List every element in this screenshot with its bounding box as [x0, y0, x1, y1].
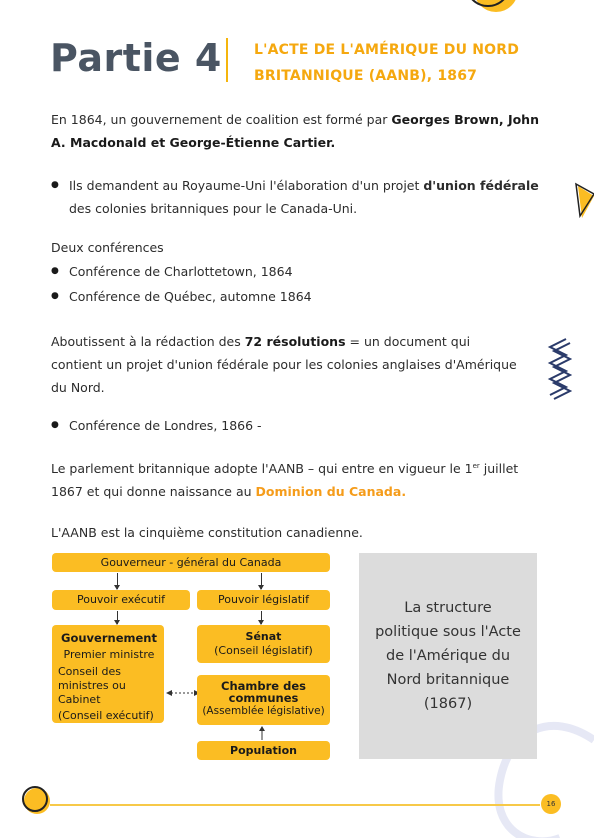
resolutions-text-end: = un document qui contient un projet d'union fédérale pour les colonies anglaises d'Amérique du Nord. [51, 334, 517, 395]
subtitle-line-2: BRITANNIQUE (AANB), 1867 [254, 68, 478, 84]
intro-text: En 1864, un gouvernement de coalition est formé par [51, 112, 392, 127]
prime-minister-label: Premier ministre [63, 648, 155, 661]
legislative-label: Pouvoir législatif [218, 593, 309, 606]
executive-label: Pouvoir exécutif [76, 593, 166, 606]
bullet-text: Ils demandent au Royaume-Uni l'élaboration d'un projet [69, 178, 424, 193]
senate-subtitle: (Conseil législatif) [214, 644, 313, 657]
page-number: 16 [541, 794, 561, 814]
subtitle-line-1: L'ACTE DE L'AMÉRIQUE DU NORD [254, 42, 520, 58]
parliament-text: Le parlement britannique adopte l'AANB – qui entre en vigueur le 1 [51, 461, 473, 477]
senate-box [197, 625, 330, 663]
commons-box [197, 675, 330, 725]
section-subtitle [254, 37, 574, 89]
list-item-london: ● Conférence de Londres, 1866 - [51, 414, 549, 437]
footer-circle-decoration [20, 784, 54, 818]
arrow-to-government [117, 611, 118, 624]
resolutions-text: Aboutissent à la rédaction des [51, 334, 245, 349]
arrow-to-legislative [261, 573, 262, 589]
list-item-federal-union [51, 174, 549, 220]
population-label: Population [230, 744, 297, 757]
dominion-highlight: Dominion du Canada. [255, 484, 407, 500]
bullet-text-end: des colonies britanniques pour le Canada-Uni. [69, 201, 358, 216]
list-item-quebec: ● Conférence de Québec, automne 1864 [51, 285, 549, 308]
triangle-decoration [574, 182, 594, 222]
arrow-population-to-commons [257, 726, 267, 740]
parliament-paragraph [51, 455, 541, 503]
population-box [197, 741, 330, 760]
commons-title: Chambre des communes [221, 679, 306, 705]
commons-subtitle: (Assemblée législative) [202, 705, 325, 717]
arrow-to-senate [261, 611, 262, 624]
government-commons-link [166, 688, 200, 698]
senate-title: Sénat [245, 630, 282, 643]
list-item-charlottetown: ● Conférence de Charlottetown, 1864 [51, 260, 549, 283]
government-title: Gouvernement [61, 631, 157, 645]
constitution-sentence: L'AANB est la cinquième constitution canadienne. [51, 525, 363, 540]
caption-text: La structure politique sous l'Acte de l'Amérique du Nord britannique (1867) [375, 600, 521, 712]
resolutions-count: 72 résolutions [244, 334, 346, 349]
parliament-text-mid: juillet 1867 et qui donne naissance au [51, 461, 519, 500]
legislative-power-box [197, 590, 330, 610]
governor-general-box [52, 553, 330, 572]
zigzag-decoration [544, 337, 572, 401]
page-title: Partie 4 [50, 36, 222, 80]
conferences-heading: Deux conférences [51, 240, 164, 255]
executive-council-label: (Conseil exécutif) [58, 709, 154, 722]
intro-founders: Georges Brown, John A. Macdonald et George-Étienne Cartier. [51, 112, 539, 150]
ordinal-suffix: er [472, 462, 480, 470]
cabinet-label: Conseil des ministres ou Cabinet [58, 665, 126, 706]
governor-label: Gouverneur - général du Canada [100, 556, 282, 569]
resolutions-paragraph [51, 330, 521, 399]
corner-circle-decoration [466, 0, 526, 20]
bullet-bold: d'union fédérale [423, 178, 539, 193]
government-box [52, 625, 164, 723]
diagram-caption [359, 553, 537, 759]
title-divider [226, 38, 228, 82]
executive-power-box [52, 590, 190, 610]
intro-paragraph [51, 108, 551, 154]
footer-line [50, 804, 540, 806]
arrow-to-executive [117, 573, 118, 589]
